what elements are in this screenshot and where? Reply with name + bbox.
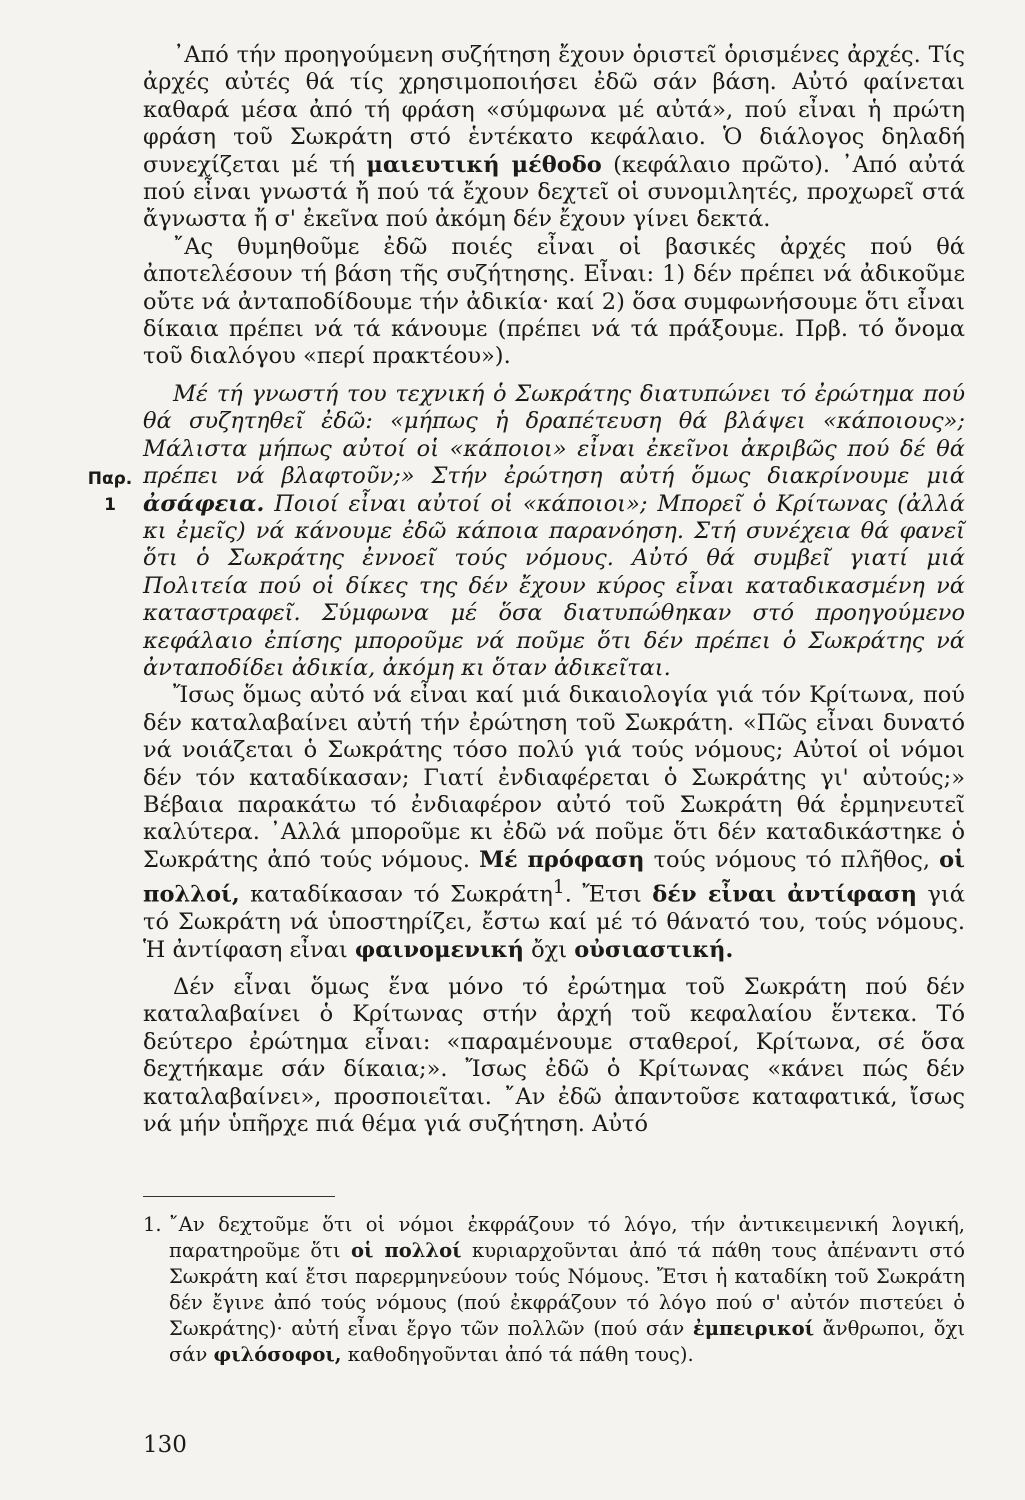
margin-note	[86, 466, 134, 518]
text-span: καθοδηγοῦνται ἀπό τά πάθη τους).	[341, 1343, 694, 1366]
footnote-divider	[143, 1196, 335, 1197]
main-text	[143, 42, 965, 1138]
bold-term: δέν εἶναι ἀντίφαση	[652, 881, 917, 908]
text-span: Μέ τή γνωστή του τεχνική ὁ Σωκράτης διατυπώνει τό ἐρώτημα πού θά συζητηθεῖ ἐδῶ: «μήπως ἡ δραπέτευση θά βλάψει «κάποιους»; Μάλιστα μήπως αὐτοί οἱ «κάποιοι» εἶναι ἐκεῖνοι ἀκριβῶς πού δέ θά πρέπει νά βλαφτοῦν;» Στήν ἐρώτηση αὐτή ὅμως διακρίνουμε μιά	[143, 380, 965, 490]
text-span: ὄχι	[523, 936, 568, 963]
text-span: Δέν εἶναι ὅμως ἕνα μόνο τό ἐρώτημα τοῦ Σωκράτη πού δέν καταλαβαίνει ὁ Κρίτωνας στήν ἀρχή τοῦ κεφαλαίου ἕντεκα. Τό δεύτερο ἐρώτημα εἶναι: «παραμένουμε σταθεροί, Κρίτωνα, σέ ὅσα δεχτήκαμε σάν δίκαια;». Ἴσως ἐδῶ ὁ Κρίτωνας «κάνει πώς δέν καταλαβαίνει», προσποιεῖται. ῎Αν ἐδῶ ἀπαντοῦσε καταφατικά, ἴσως νά μήν ὑπῆρχε πιά θέμα γιά συζήτηση. Αὐτό	[143, 973, 965, 1137]
bold-term: οὐσιαστική.	[574, 936, 734, 963]
text-span: κυριαρχοῦνται ἀπό τά πάθη τους ἀπέναντι στό Σωκράτη καί ἔτσι παρερμηνεύουν τούς Νόμους. Ἔτσι ἡ καταδίκη τοῦ Σωκράτη δέν ἔγινε ἀπό τούς νόμους (πού ἐκφράζουν τό λόγο πού σ' αὐτόν πιστεύει ὁ Σωκράτης)· αὐτή εἶναι ἔργο τῶν πολλῶν (πού σάν	[169, 1239, 965, 1340]
text-span: Ἴσως ὅμως αὐτό νά εἶναι καί μιά δικαιολογία γιά τόν Κρίτωνα, πού δέν καταλαβαίνει αὐτή τήν ἐρώτηση τοῦ Σωκράτη. «Πῶς εἶναι δυνατό νά νοιάζεται ὁ Σωκράτης τόσο πολύ γιά τούς νόμους; Αὐτοί οἱ νόμοι δέν τόν καταδίκασαν; Γιατί ἐνδιαφέρεται ὁ Σωκράτης γι' αὐτούς;» Βέβαια παρακάτω τό ἐνδιαφέρον αὐτό τοῦ Σωκράτη θά ἑρμηνευτεῖ καλύτερα. ᾿Αλλά μποροῦμε κι ἐδῶ νά ποῦμε ὅτι δέν καταδικάστηκε ὁ Σωκράτης ἀπό τούς νόμους.	[143, 682, 965, 873]
text-span: ἄνθρωποι, ὄχι σάν	[169, 1317, 965, 1366]
paragraph-5	[143, 974, 965, 1138]
bold-term: ἀσάφεια.	[143, 490, 265, 517]
paragraph-3	[143, 381, 965, 682]
bold-term: Μέ πρόφαση	[479, 846, 645, 873]
bold-term: φιλόσοφοι,	[213, 1343, 342, 1366]
bold-term: οἱ πολλοί,	[143, 846, 966, 908]
text-span: Ποιοί εἶναι αὐτοί οἱ «κάποιοι»; Μπορεῖ ὁ Κρίτωνας (ἀλλά κι ἐμεῖς) νά κάνουμε ἐδῶ κάποια παρανόηση. Στή συνέχεια θά φανεῖ ὅτι ὁ Σωκράτης ἐννοεῖ τούς νόμους. Αὐτό θά συμβεῖ γιατί μιά Πολιτεία πού οἱ δίκες της δέν ἔχουν κύρος εἶναι καταδικασμένη νά καταστραφεῖ. Σύμφωνα μέ ὅσα διατυπώθηκαν στό προηγούμενο κεφάλαιο ἐπίσης μποροῦμε νά ποῦμε ὅτι δέν πρέπει ὁ Σωκράτης νά ἀνταποδίδει ἀδικία, ἀκόμη κι ὅταν ἀδικεῖται.	[143, 490, 965, 681]
bold-term: οἱ πολλοί	[351, 1239, 462, 1262]
footnote-number: 1.	[143, 1213, 162, 1236]
page-number: 130	[143, 1432, 187, 1458]
bold-term: μαιευτική μέθοδο	[366, 151, 602, 178]
paragraph-1	[143, 42, 965, 234]
paragraph-2	[143, 234, 965, 371]
text-span: (κεφάλαιο πρῶτο). ᾿Από αὐτά πού εἶναι γνωστά ἤ πού τά ἔχουν δεχτεῖ οἱ συνομιλητές, προχωρεῖ στά ἄγνωστα ἤ σ' ἐκεῖνα πού ἀκόμη δέν ἔχουν γίνει δεκτά.	[143, 151, 966, 233]
bold-term: ἐμπειρικοί	[692, 1317, 815, 1340]
text-span: ῎Αν δεχτοῦμε ὅτι οἱ νόμοι ἐκφράζουν τό λόγο, τήν ἀντικειμενική λογική, παρατηροῦμε ὅτι	[169, 1213, 965, 1262]
text-span: . Ἔτσι	[564, 881, 642, 908]
margin-note-number: 1	[104, 495, 116, 515]
text-span: γιά τό Σωκράτη νά ὑποστηρίζει, ἔστω καί μέ τό θάνατό του, τούς νόμους. Ἡ ἀντίφαση εἶναι	[143, 881, 966, 963]
margin-note-label: Παρ.	[87, 469, 133, 489]
footnote-text	[169, 1212, 965, 1368]
bold-term: φαινομενική	[354, 936, 524, 963]
paragraph-4	[143, 682, 965, 964]
text-span: ῎Ας θυμηθοῦμε ἐδῶ ποιές εἶναι οἱ βασικές ἀρχές πού θά ἀποτελέσουν τή βάση τῆς συζήτησης. Εἶναι: 1) δέν πρέπει νά ἀδικοῦμε οὔτε νά ἀνταποδίδουμε τήν ἀδικία· καί 2) ὅσα συμφωνήσουμε ὅτι εἶναι δίκαια πρέπει νά τά κάνουμε (πρέπει νά τά πράξουμε. Πρβ. τό ὄνομα τοῦ διαλόγου «περί πρακτέου»).	[143, 233, 965, 370]
text-span: τούς νόμους τό πλῆθος,	[644, 846, 931, 873]
footnote	[143, 1212, 965, 1368]
text-span: καταδίκασαν τό Σωκράτη	[239, 881, 553, 908]
text-span: ᾿Από τήν προηγούμενη συζήτηση ἔχουν ὁριστεῖ ὁρισμένες ἀρχές. Τίς ἀρχές αὐτές θά τίς χρησιμοποιήσει ἐδῶ σάν βάση. Αὐτό φαίνεται καθαρά μέσα ἀπό τή φράση «σύμφωνα μέ αὐτά», πού εἶναι ἡ πρώτη φράση τοῦ Σωκράτη στό ἑντέκατο κεφάλαιο. Ὁ διάλογος δηλαδή συνεχίζεται μέ τή	[143, 42, 965, 178]
footnote-ref[interactable]: 1	[552, 877, 565, 899]
